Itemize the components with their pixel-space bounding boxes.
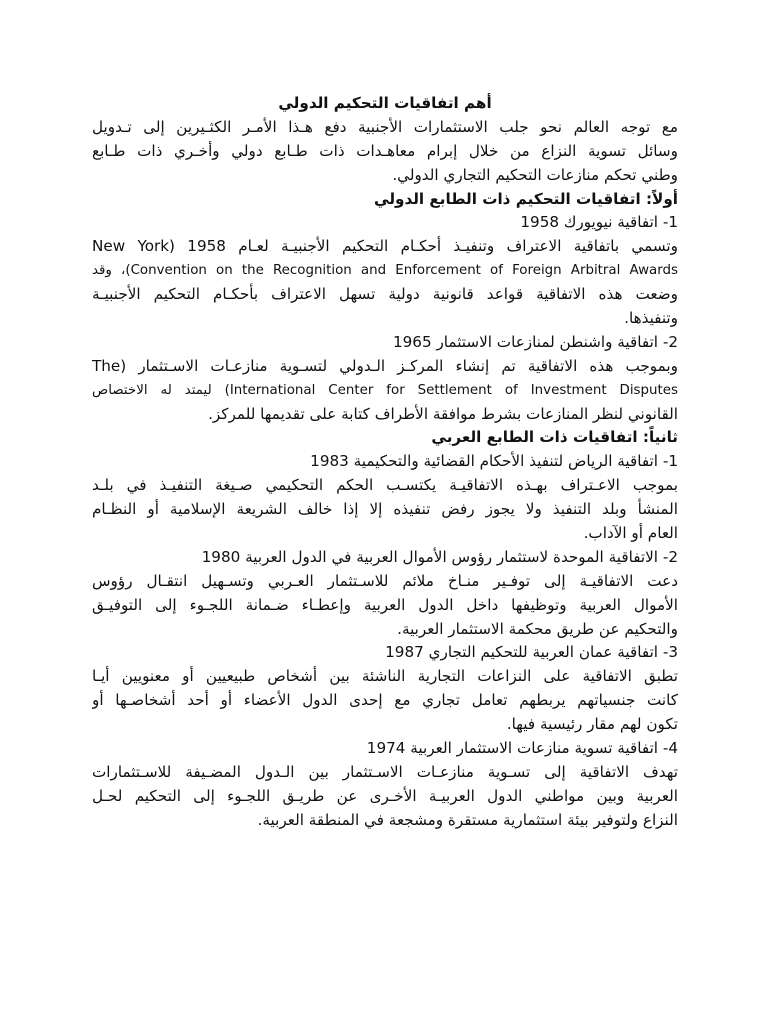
text-line: 1- اتفاقية الرياض لتنفيذ الأحكام القضائية والتحكيمية 1983 xyxy=(310,452,678,471)
text-line: النزاع ولتوفير بيئة استثمارية مستقرة ومشجعة في المنطقة العربية. xyxy=(257,810,678,829)
text-line: تهدف الاتفاقية إلى تسـوية منازعـات الاسـتثمار بين الـدول المضـيفة للاسـتثمارات xyxy=(92,762,678,781)
document-title: أهم اتفاقيات التحكيم الدولي xyxy=(278,94,492,112)
section-heading: أولاً: اتفاقيات التحكيم ذات الطابع الدولي xyxy=(373,189,678,208)
text-line: الأموال العربية وتوظيفها داخل الدول العربية وإعطـاء ضـمانة اللجـوء إلى التوفيـق xyxy=(92,595,678,614)
text-line: وتنفيذها. xyxy=(624,309,678,328)
text-line: كانت جنسياتهم يربطهم تعامل تجاري مع إحدى الدول الأعضاء أو أحد أشخاصـها أو xyxy=(92,691,678,710)
text-line: العام أو الآداب. xyxy=(583,524,678,543)
text-line: 2- اتفاقية واشنطن لمنازعات الاستثمار 1965 xyxy=(392,332,678,351)
text-line: 2- الاتفاقية الموحدة لاستثمار رؤوس الأموال العربية في الدول العربية 1980 xyxy=(201,547,678,566)
section-heading: ثانياً: اتفاقيات ذات الطابع العربي xyxy=(431,428,678,447)
text-line: القانوني لنظر المنازعات بشرط موافقة الأطراف كتابة على تقديمها للمركز. xyxy=(208,404,678,423)
text-line: وضعت هذه الاتفاقية قواعد قانونية دولية تسهل الاعتراف بأحكـام التحكيم الأجنبيـة xyxy=(92,285,678,304)
text-line: دعت الاتفاقيـة إلى توفـير منـاخ ملائم للاسـتثمار العـربي وتسـهيل انتقـال رؤوس xyxy=(92,571,678,590)
text-line: 4- اتفاقية تسوية منازعات الاستثمار العربية 1974 xyxy=(366,739,678,758)
text-line: 1- اتفاقية نيويورك 1958 xyxy=(520,213,678,232)
document-page xyxy=(92,92,678,833)
text-line: بموجب الاعـتراف بهـذه الاتفاقيـة يكتسـب الحكم التحكيمي صـيغة التنفيـذ في بلـد xyxy=(92,476,678,495)
text-line: وبموجب هذه الاتفاقية تم إنشاء المركـز الـدولي لتسـوية منازعـات الاسـتثمار (The xyxy=(92,356,678,375)
text-line: المنشأ وبلد التنفيذ ولا يجوز رفض تنفيذه إلا إذا خالف الشريعة الإسلامية أو النظـام xyxy=(92,500,678,519)
text-line: وسائل تسوية النزاع من خلال إبرام معاهـدات ذات طـابع دولي وأخـري ذات طـابع xyxy=(92,141,678,160)
text-line: Convention on the Recognition and Enforcement of Foreign Arbitral Awards)، وقد xyxy=(92,263,678,279)
text-line: وتسمي باتفاقية الاعتراف وتنفيـذ أحكـام التحكيم الأجنبيـة لعـام 1958 (New York xyxy=(92,237,678,256)
text-line: 3- اتفاقية عمان العربية للتحكيم التجاري 1987 xyxy=(385,643,678,662)
text-line: مع توجه العالم نحو جلب الاستثمارات الأجنبية دفع هـذا الأمـر الكثـيرين إلى تـدويل xyxy=(92,117,678,136)
text-line: تكون لهم مقار رئيسية فيها. xyxy=(506,715,678,734)
text-line: تطبق الاتفاقية على النزاعات التجارية الناشئة بين أشخاص طبيعيين أو معنويين أيـا xyxy=(92,667,678,686)
text-line: والتحكيم عن طريق محكمة الاستثمار العربية. xyxy=(397,619,678,638)
text-line: العربية وبين مواطني الدول العربيـة الأخـرى عن طريـق اللجـوء إلى التحكيم لحـل xyxy=(92,786,678,805)
text-line: وطني تحكم منازعات التحكيم التجاري الدولي. xyxy=(392,165,678,184)
text-line: International Center for Settlement of Investment Disputes) ليمتد له الاختصاص xyxy=(92,382,678,398)
